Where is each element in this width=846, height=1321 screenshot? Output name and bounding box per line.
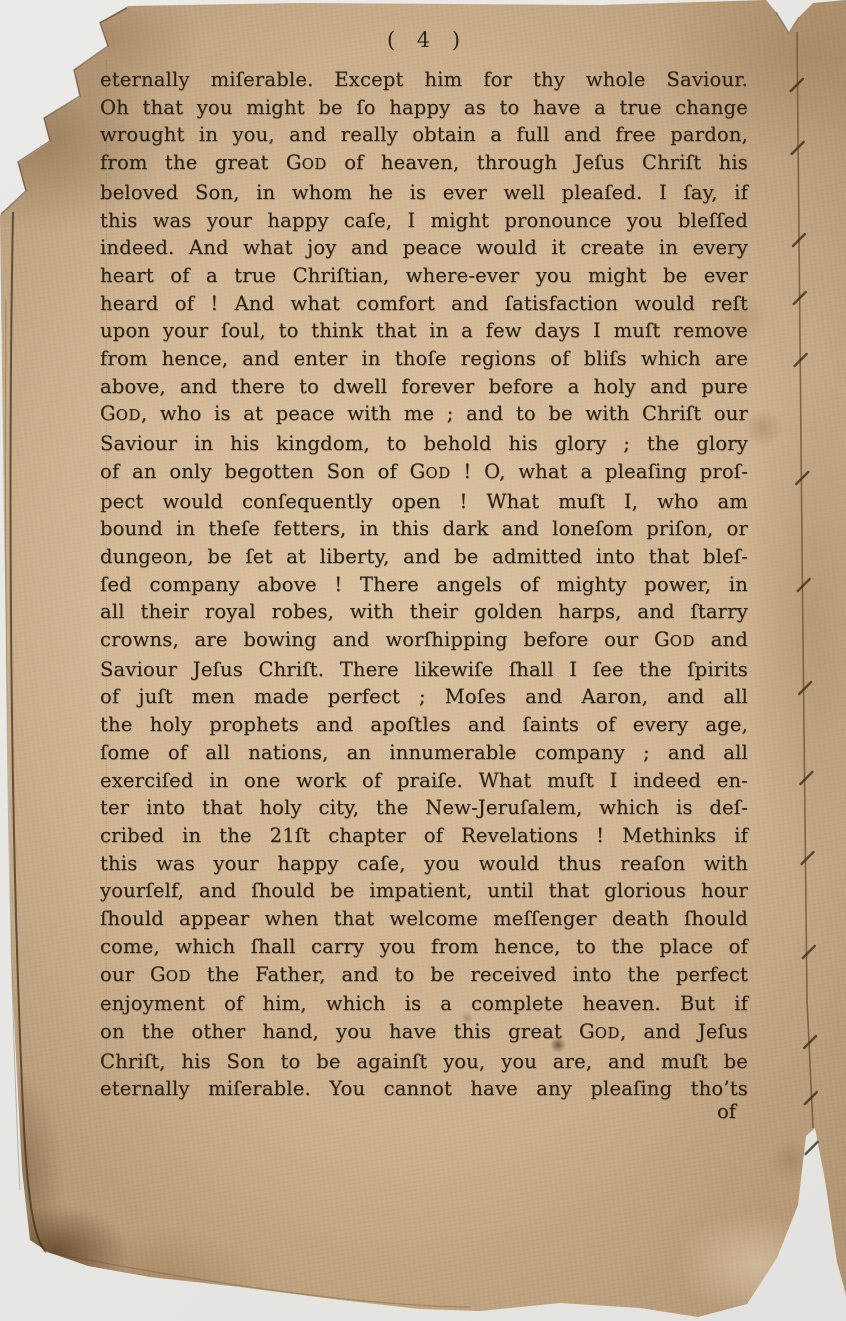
text-line: from the great GOD of heaven, through Jeſus Chriſt his [100, 151, 748, 175]
text-line: beloved Son, in whom he is ever well pleaſed. I ſay, if [100, 180, 748, 204]
text-line: ſome of all nations, an innumerable company ; and all [100, 740, 748, 764]
catchword: of [717, 1100, 736, 1123]
text-line: Saviour Jeſus Chriſt. There likewiſe ſhall I ſee the ſpirits [100, 657, 748, 681]
text-line: ſed company above ! There angels of mighty power, in [100, 572, 748, 596]
text-block [100, 66, 748, 1103]
text-line: upon your ſoul, to think that in a few days I muſt remove [100, 319, 748, 343]
text-line: yourſelf, and ſhould be impatient, until that glorious hour [100, 879, 748, 903]
page-number-header: ( 4 ) [386, 28, 462, 52]
text-line: dungeon, be ſet at liberty, and be admitted into that bleſ- [100, 544, 748, 568]
text-line: the holy prophets and apoſtles and ſaints of every age, [100, 713, 748, 737]
text-line: this was your happy caſe, I might pronounce you bleſſed [100, 208, 748, 232]
text-line: GOD, who is at peace with me ; and to be with Chriſt our [100, 402, 748, 426]
text-line: pect would conſequently open ! What muſt I, who am [100, 489, 748, 513]
text-line: heart of a true Chriſtian, where-ever you might be ever [100, 263, 748, 287]
text-line: enjoyment of him, which is a complete heaven. But if [100, 992, 748, 1016]
text-line: from hence, and enter in thoſe regions of bliſs which are [100, 347, 748, 371]
text-line: exerciſed in one work of praiſe. What muſt I indeed en- [100, 768, 748, 792]
text-line: wrought in you, and really obtain a full and free pardon, [100, 123, 748, 147]
text-line: Saviour in his kingdom, to behold his glory ; the glory [100, 432, 748, 456]
text-line: of an only begotten Son of GOD ! O, what a pleaſing proſ- [100, 459, 748, 483]
text-line: come, which ſhall carry you from hence, to the place of [100, 934, 748, 958]
text-line: on the other hand, you have this great GOD, and Jeſus [100, 1019, 748, 1043]
text-line: this was your happy caſe, you would thus reaſon with [100, 851, 748, 875]
text-line: above, and there to dwell forever before a holy and pure [100, 374, 748, 398]
text-line: Chriſt, his Son to be againſt you, you are, and muſt be [100, 1049, 748, 1073]
text-line: eternally miſerable. You cannot have any pleaſing tho’ts [100, 1077, 748, 1101]
text-line: cribed in the 21ſt chapter of Revelations ! Methinks if [100, 823, 748, 847]
text-line: ter into that holy city, the New-Jeruſalem, which is deſ- [100, 796, 748, 820]
text-line: bound in theſe fetters, in this dark and loneſom priſon, or [100, 517, 748, 541]
text-line: all their royal robes, with their golden harps, and ſtarry [100, 600, 748, 624]
text-line: ſhould appear when that welcome meſſenger death ſhould [100, 907, 748, 931]
text-line: Oh that you might be ſo happy as to have a true change [100, 95, 748, 119]
text-line: of juſt men made perfect ; Moſes and Aaron, and all [100, 685, 748, 709]
text-line: our GOD the Father, and to be received into the perfect [100, 962, 748, 986]
text-line: heard of ! And what comfort and ſatisfaction would reſt [100, 291, 748, 315]
text-line: crowns, are bowing and worſhipping before our GOD and [100, 628, 748, 652]
text-line: eternally miſerable. Except him for thy whole Saviour. [100, 68, 748, 91]
text-line: indeed. And what joy and peace would it create in every [100, 236, 748, 260]
